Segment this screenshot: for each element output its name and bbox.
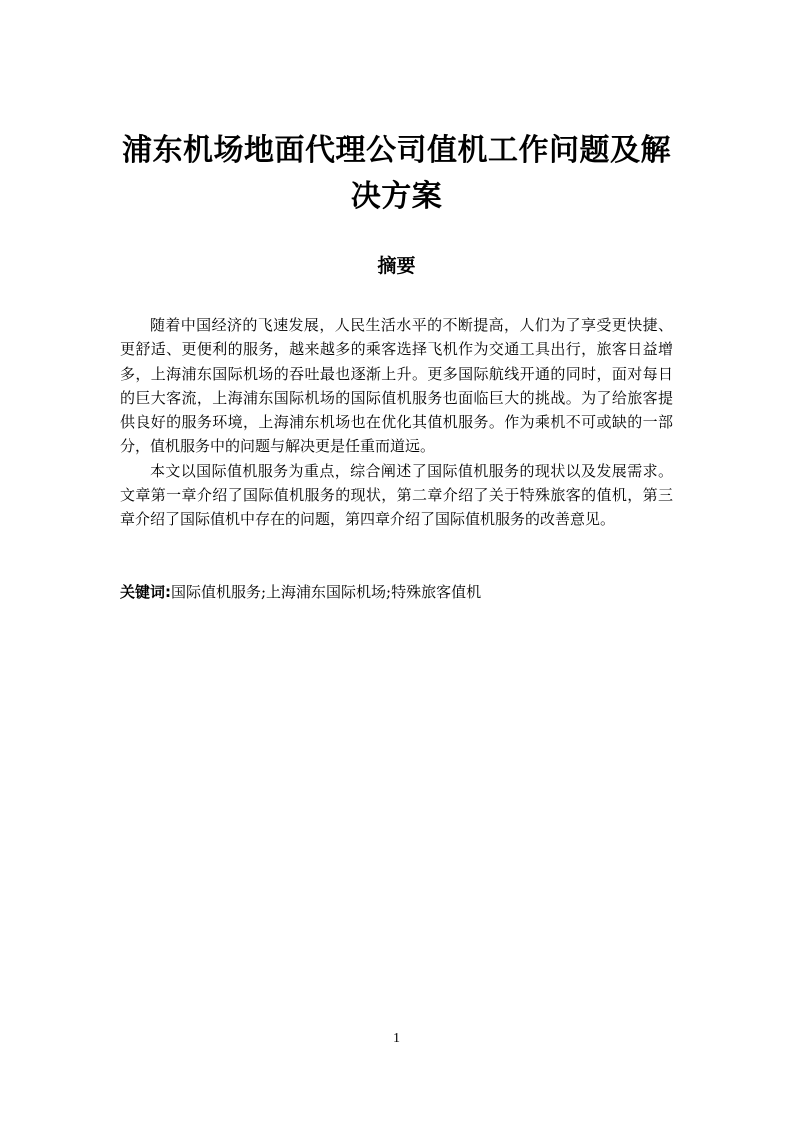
title-line-2: 决方案: [350, 179, 443, 214]
title-line-1: 浦东机场地面代理公司值机工作问题及解: [122, 133, 671, 168]
abstract-paragraph-2: 本文以国际值机服务为重点，综合阐述了国际值机服务的现状以及发展需求。文章第一章介绍了国际值机服务的现状，第二章介绍了关于特殊旅客的值机，第三章介绍了国际值机中存在的问题，第四章介绍了国际值机服务的改善意见。: [120, 461, 673, 529]
abstract-heading: 摘要: [377, 255, 416, 277]
abstract-paragraph-1: 随着中国经济的飞速发展，人民生活水平的不断提高，人们为了享受更快捷、更舒适、更便利的服务，越来越多的乘客选择飞机作为交通工具出行，旅客日益增多，上海浦东国际机场的吞吐最也逐渐上升。更多国际航线开通的同时，面对每日的巨大客流，上海浦东国际机场的国际值机服务也面临巨大的挑战。为了给旅客提供良好的服务环境，上海浦东机场也在优化其值机服务。作为乘机不可或缺的一部分，值机服务中的问题与解决更是任重而道远。: [120, 316, 673, 456]
keywords-value: 国际值机服务;上海浦东国际机场;特殊旅客值机: [171, 583, 482, 601]
keywords-line: [120, 580, 673, 604]
abstract-body: [120, 313, 673, 532]
document-title: [120, 128, 673, 220]
keywords-label: 关键词:: [120, 583, 171, 601]
page-number: 1: [393, 1031, 400, 1046]
